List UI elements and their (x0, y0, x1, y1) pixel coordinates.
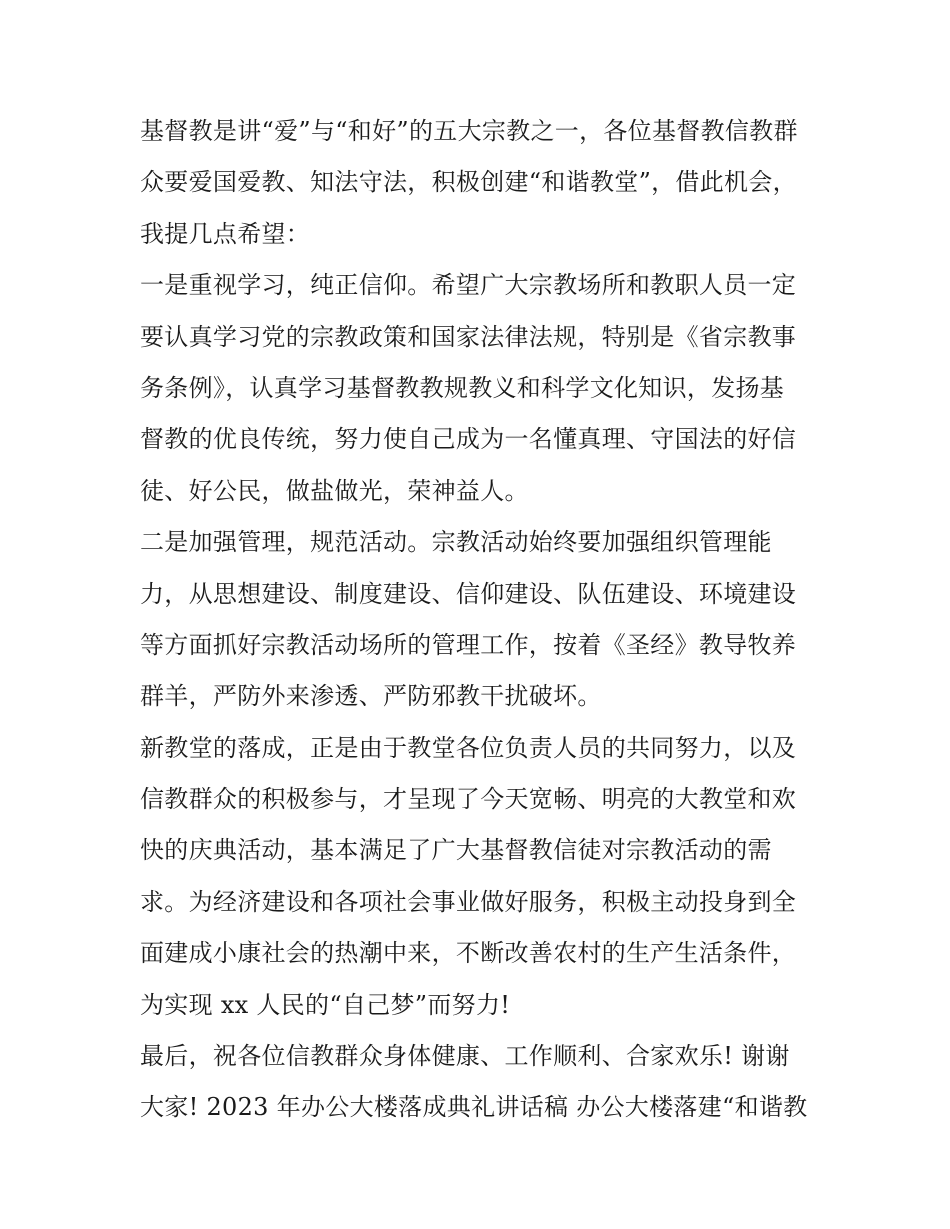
text-line: 为实现 xx 人民的“自己梦”而努力! (140, 990, 511, 1019)
text-line: 二是加强管理，规范活动。宗教活动始终要加强组织管理能 (140, 528, 772, 557)
text-line: 面建成小康社会的热潮中来，不断改善农村的生产生活条件， (140, 939, 797, 968)
text-line: 一是重视学习，纯正信仰。希望广大宗教场所和教职人员一定 (140, 271, 797, 300)
text-line: 信教群众的积极参与，才呈现了今天宽畅、明亮的大教堂和欢 (140, 785, 797, 814)
text-line: 徒、好公民，做盐做光，荣神益人。 (140, 476, 529, 505)
text-line: 督教的优良传统，努力使自己成为一名懂真理、守国法的好信 (140, 425, 797, 454)
text-line: 众要爱国爱教、知法守法，积极创建“和谐教堂”，借此机会， (140, 168, 797, 197)
text-line: 务条例》，认真学习基督教教规教义和科学文化知识，发扬基 (140, 373, 785, 402)
document-body (140, 106, 820, 1134)
text-line: 求。为经济建设和各项社会事业做好服务，积极主动投身到全 (140, 887, 797, 916)
text-line: 大家! 2023 年办公大楼落成典礼讲话稿 办公大楼落建“和谐教 (140, 1093, 808, 1122)
text-line: 力，从思想建设、制度建设、信仰建设、队伍建设、环境建设 (140, 579, 797, 608)
text-line: 快的庆典活动，基本满足了广大基督教信徒对宗教活动的需 (140, 836, 772, 865)
text-line: 要认真学习党的宗教政策和国家法律法规，特别是《省宗教事 (140, 322, 797, 351)
text-line: 等方面抓好宗教活动场所的管理工作，按着《圣经》教导牧养 (140, 630, 797, 659)
text-line: 最后，祝各位信教群众身体健康、工作顺利、合家欢乐! 谢谢 (140, 1042, 790, 1071)
text-line: 新教堂的落成，正是由于教堂各位负责人员的共同努力，以及 (140, 733, 797, 762)
text-line: 基督教是讲“爱”与“和好”的五大宗教之一，各位基督教信教群 (140, 117, 798, 145)
text-line: 群羊，严防外来渗透、严防邪教干扰破坏。 (140, 682, 602, 711)
text-line: 我提几点希望： (140, 219, 311, 248)
